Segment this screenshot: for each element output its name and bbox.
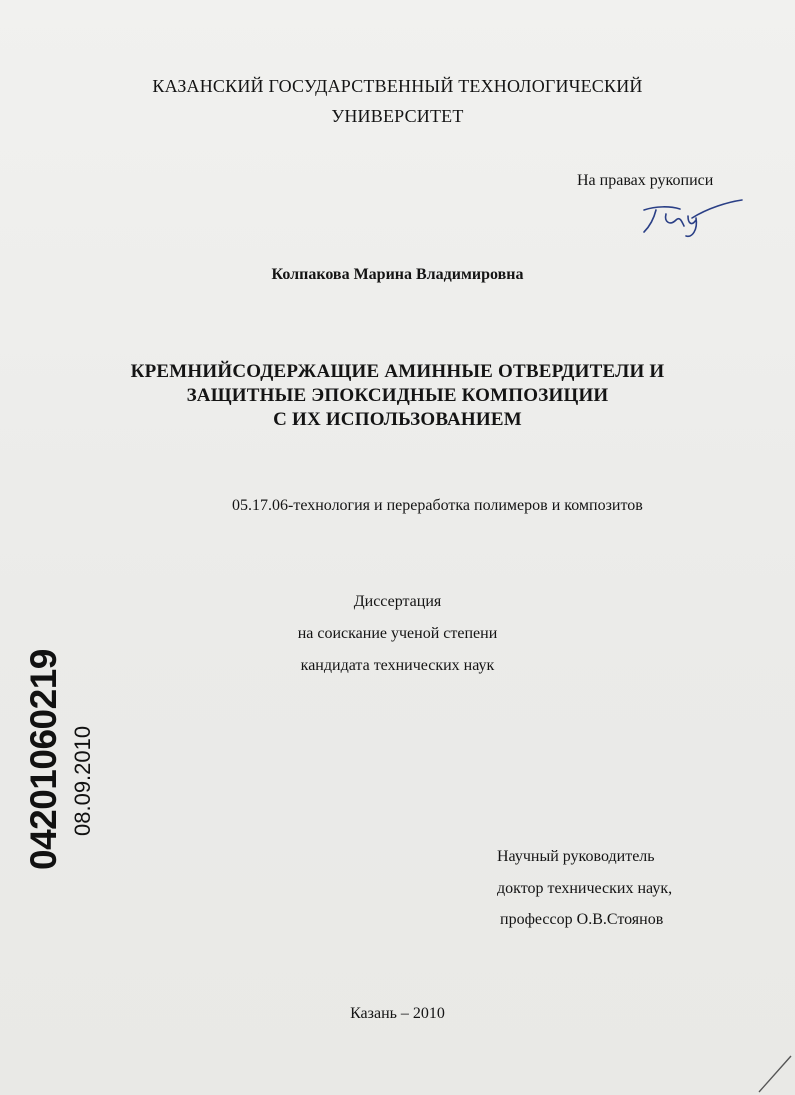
- city-year: Казань – 2010: [350, 1005, 445, 1022]
- advisor-label: Научный руководитель: [497, 848, 655, 865]
- registration-date-stamp: 08.09.2010: [70, 725, 95, 836]
- signature-icon: [636, 196, 746, 241]
- registration-number-stamp: 04201060219: [23, 649, 64, 870]
- dissertation-title-line1: КРЕМНИЙСОДЕРЖАЩИЕ АМИННЫЕ ОТВЕРДИТЕЛИ И: [130, 361, 665, 382]
- advisor-degree: доктор технических наук,: [497, 880, 673, 897]
- manuscript-rights-note: На правах рукописи: [577, 172, 714, 189]
- university-name-line1: КАЗАНСКИЙ ГОСУДАРСТВЕННЫЙ ТЕХНОЛОГИЧЕСКИЙ: [152, 76, 643, 96]
- university-name-line2: УНИВЕРСИТЕТ: [331, 106, 464, 126]
- author-name: Колпакова Марина Владимировна: [271, 266, 524, 283]
- dissertation-title-line3: С ИХ ИСПОЛЬЗОВАНИЕМ: [273, 409, 522, 430]
- degree-line: на соискание ученой степени: [297, 625, 498, 642]
- specialty-code: 05.17.06-технология и переработка полимеров и композитов: [232, 497, 643, 514]
- advisor-name: профессор О.В.Стоянов: [500, 911, 664, 928]
- degree-type-line: кандидата технических наук: [300, 657, 495, 674]
- dissertation-title-line2: ЗАЩИТНЫЕ ЭПОКСИДНЫЕ КОМПОЗИЦИИ: [186, 385, 609, 406]
- page-corner-mark: [755, 1050, 795, 1095]
- dissertation-label: Диссертация: [353, 593, 442, 610]
